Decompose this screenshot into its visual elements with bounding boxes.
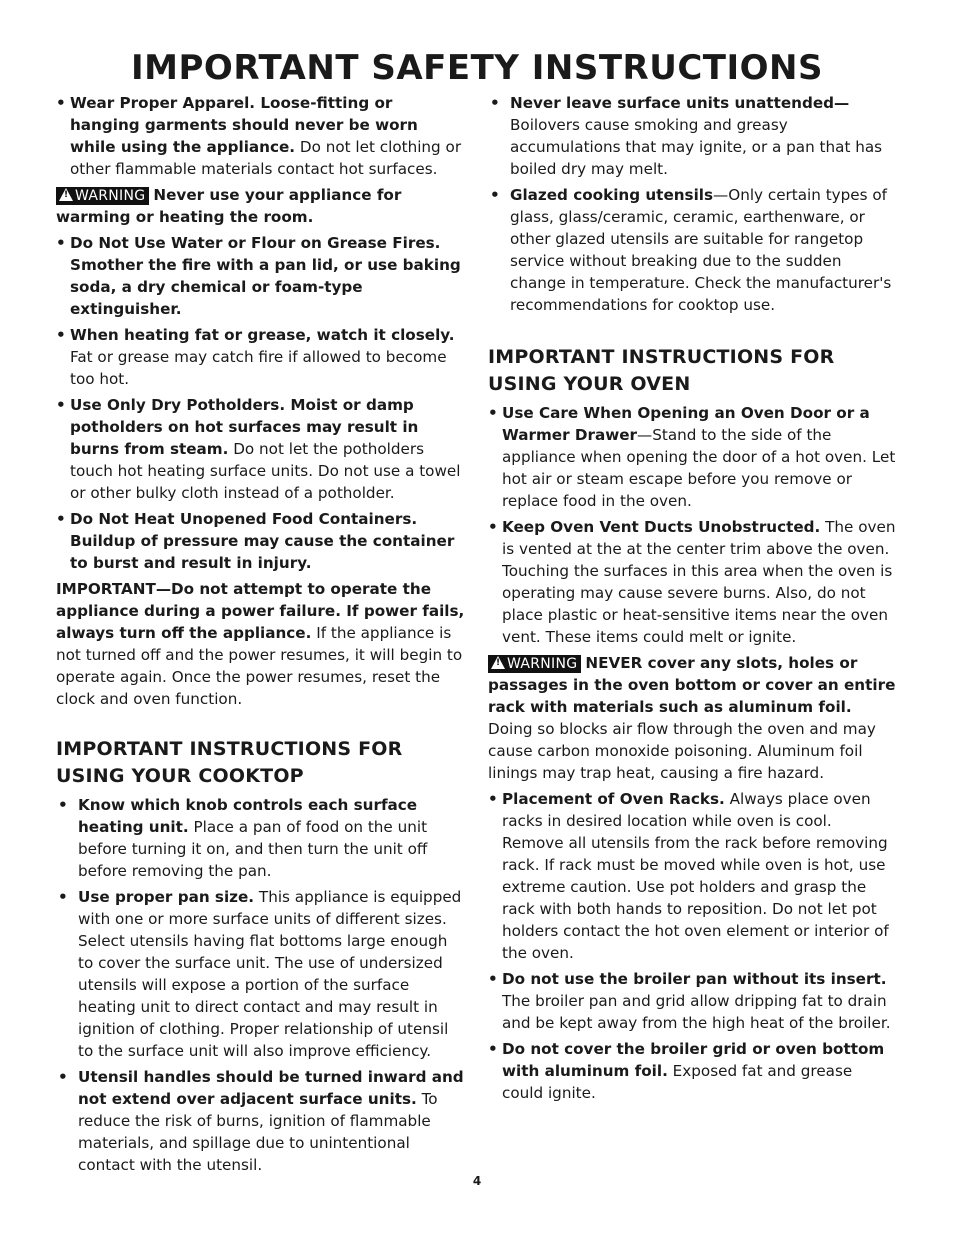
- warning-badge-label: WARNING: [507, 656, 578, 672]
- item-glazed-utensils: [488, 184, 898, 316]
- warning-triangle-icon: !: [491, 656, 505, 669]
- item-body: This appliance is equipped with one or more surface units of different sizes. Select utensils having flat bottoms large enough to cover the surface unit. The use of undersized utensils will expose a portion of the surface heating unit to direct contact and may result in ignition of clothing. Proper relationship of utensil to the surface unit will also improve efficiency.: [78, 888, 462, 1060]
- page-title: IMPORTANT SAFETY INSTRUCTIONS: [131, 48, 823, 88]
- bullet-icon: •: [58, 1068, 68, 1086]
- item-lead: Do not use the broiler pan without its insert.: [502, 970, 887, 988]
- bullet-icon: •: [490, 186, 500, 204]
- bullet-icon: •: [488, 790, 498, 808]
- item-body: If the appliance is not turned off and the power resumes, it will begin to operate again. Once the power resumes, reset the clock and oven function.: [56, 624, 463, 708]
- item-pan-size: [56, 886, 466, 1062]
- item-lead: Keep Oven Vent Ducts Unobstructed.: [502, 518, 821, 536]
- warning-badge: [488, 655, 581, 673]
- item-lead: Glazed cooking utensils: [510, 186, 714, 204]
- item-lead: Use proper pan size.: [78, 888, 255, 906]
- item-wear-proper-apparel: [56, 92, 466, 180]
- item-body: Do not let clothing or other flammable materials contact hot surfaces.: [70, 138, 462, 178]
- section-heading-oven: IMPORTANT INSTRUCTIONS FOR USING YOUR OVEN: [488, 346, 835, 395]
- item-unattended: [488, 92, 898, 180]
- bullet-icon: •: [488, 518, 498, 536]
- item-potholders: [56, 394, 466, 504]
- item-body: Fat or grease may catch fire if allowed to become too hot.: [70, 348, 447, 388]
- item-lead: Do not cover the broiler grid or oven bottom with aluminum foil.: [502, 1040, 885, 1080]
- item-unopened-containers: [56, 508, 466, 574]
- item-lead: Do Not Use Water or Flour on Grease Fires. Smother the fire with a pan lid, or use baking soda, a dry chemical or foam-type extinguisher.: [70, 234, 461, 318]
- item-lead: Placement of Oven Racks.: [502, 790, 725, 808]
- item-body: Do not let the potholders touch hot heating surface units. Do not use a towel or other bulky cloth instead of a potholder.: [70, 440, 461, 502]
- item-knob-controls: [56, 794, 466, 882]
- bullet-icon: •: [490, 94, 500, 112]
- item-body: To reduce the risk of burns, ignition of flammable materials, and spillage due to unintentional contact with the utensil.: [78, 1090, 438, 1174]
- bullet-icon: •: [56, 396, 66, 414]
- bullet-icon: •: [58, 796, 68, 814]
- item-power-failure: [56, 578, 466, 710]
- page-number: 4: [472, 1174, 482, 1188]
- warning-triangle-icon: !: [59, 188, 73, 201]
- item-oven-vent: [488, 516, 898, 648]
- item-body: —Only certain types of glass, glass/ceramic, ceramic, earthenware, or other glazed utensils are suitable for rangetop service without breaking due to the sudden change in temperature. Check the manufacturer's recommendations for cooktop use.: [510, 186, 892, 314]
- item-lead: Know which knob controls each surface heating unit.: [78, 796, 418, 836]
- right-column: [488, 92, 898, 1108]
- item-body: The broiler pan and grid allow dripping fat to drain and be kept away from the high heat of the broiler.: [502, 992, 891, 1032]
- section-heading-cooktop: IMPORTANT INSTRUCTIONS FOR USING YOUR COOKTOP: [56, 738, 403, 787]
- warning-heating-room: [56, 184, 466, 228]
- bullet-icon: •: [58, 888, 68, 906]
- warning-lead: Never use your appliance for warming or heating the room.: [56, 186, 402, 226]
- item-lead: Do Not Heat Unopened Food Containers. Buildup of pressure may cause the container to burst and result in injury.: [70, 510, 455, 572]
- item-utensil-handles: [56, 1066, 466, 1176]
- item-heating-fat: [56, 324, 466, 390]
- bullet-icon: •: [56, 94, 66, 112]
- bullet-icon: •: [56, 234, 66, 252]
- item-oven-racks: [488, 788, 898, 964]
- warning-lead: NEVER cover any slots, holes or passages in the oven bottom or cover an entire rack with materials such as aluminum foil.: [488, 654, 896, 716]
- item-body: —Stand to the side of the appliance when opening the door of a hot oven. Let hot air or steam escape before you remove or replace food in the oven.: [502, 426, 896, 510]
- bullet-icon: •: [488, 404, 498, 422]
- item-lead: IMPORTANT—Do not attempt to operate the appliance during a power failure. If power fails, always turn off the appliance.: [56, 580, 465, 642]
- item-body: The oven is vented at the at the center trim above the oven. Touching the surfaces in this area when the oven is operating may cause severe burns. Also, do not place plastic or heat-sensitive items near the oven vent. These items could melt or ignite.: [502, 518, 896, 646]
- item-lead: When heating fat or grease, watch it closely.: [70, 326, 455, 344]
- item-oven-door: [488, 402, 898, 512]
- warning-aluminum-foil: [488, 652, 898, 784]
- item-body: Always place oven racks in desired location while oven is cool. Remove all utensils from the rack before removing rack. If rack must be moved while oven is hot, use extreme caution. Use pot holders and grasp the rack with both hands to reposition. Do not let pot holders contact the hot oven element or interior of the oven.: [502, 790, 889, 962]
- warning-body: Doing so blocks air flow through the oven and may cause carbon monoxide poisoning. Aluminum foil linings may trap heat, causing a fire hazard.: [488, 720, 876, 782]
- bullet-icon: •: [56, 326, 66, 344]
- bullet-icon: •: [56, 510, 66, 528]
- item-body: Boilovers cause smoking and greasy accumulations that may ignite, or a pan that has boiled dry may melt.: [510, 116, 883, 178]
- item-lead: Never leave surface units unattended—: [510, 94, 850, 112]
- bullet-icon: •: [488, 1040, 498, 1058]
- left-column: [56, 92, 466, 1180]
- bullet-icon: •: [488, 970, 498, 988]
- warning-badge-label: WARNING: [75, 188, 146, 204]
- warning-badge: [56, 187, 149, 205]
- item-body: Place a pan of food on the unit before turning it on, and then turn the unit off before removing the pan.: [78, 818, 428, 880]
- item-grease-fires: [56, 232, 466, 320]
- item-lead: Use Only Dry Potholders. Moist or damp potholders on hot surfaces may result in burns from steam.: [70, 396, 419, 458]
- item-broiler-foil: [488, 1038, 898, 1104]
- item-lead: Use Care When Opening an Oven Door or a Warmer Drawer: [502, 404, 870, 444]
- item-lead: Wear Proper Apparel. Loose-fitting or hanging garments should never be worn while using the appliance.: [70, 94, 418, 156]
- item-lead: Utensil handles should be turned inward and not extend over adjacent surface units.: [78, 1068, 464, 1108]
- item-body: Exposed fat and grease could ignite.: [502, 1062, 853, 1102]
- item-broiler-insert: [488, 968, 898, 1034]
